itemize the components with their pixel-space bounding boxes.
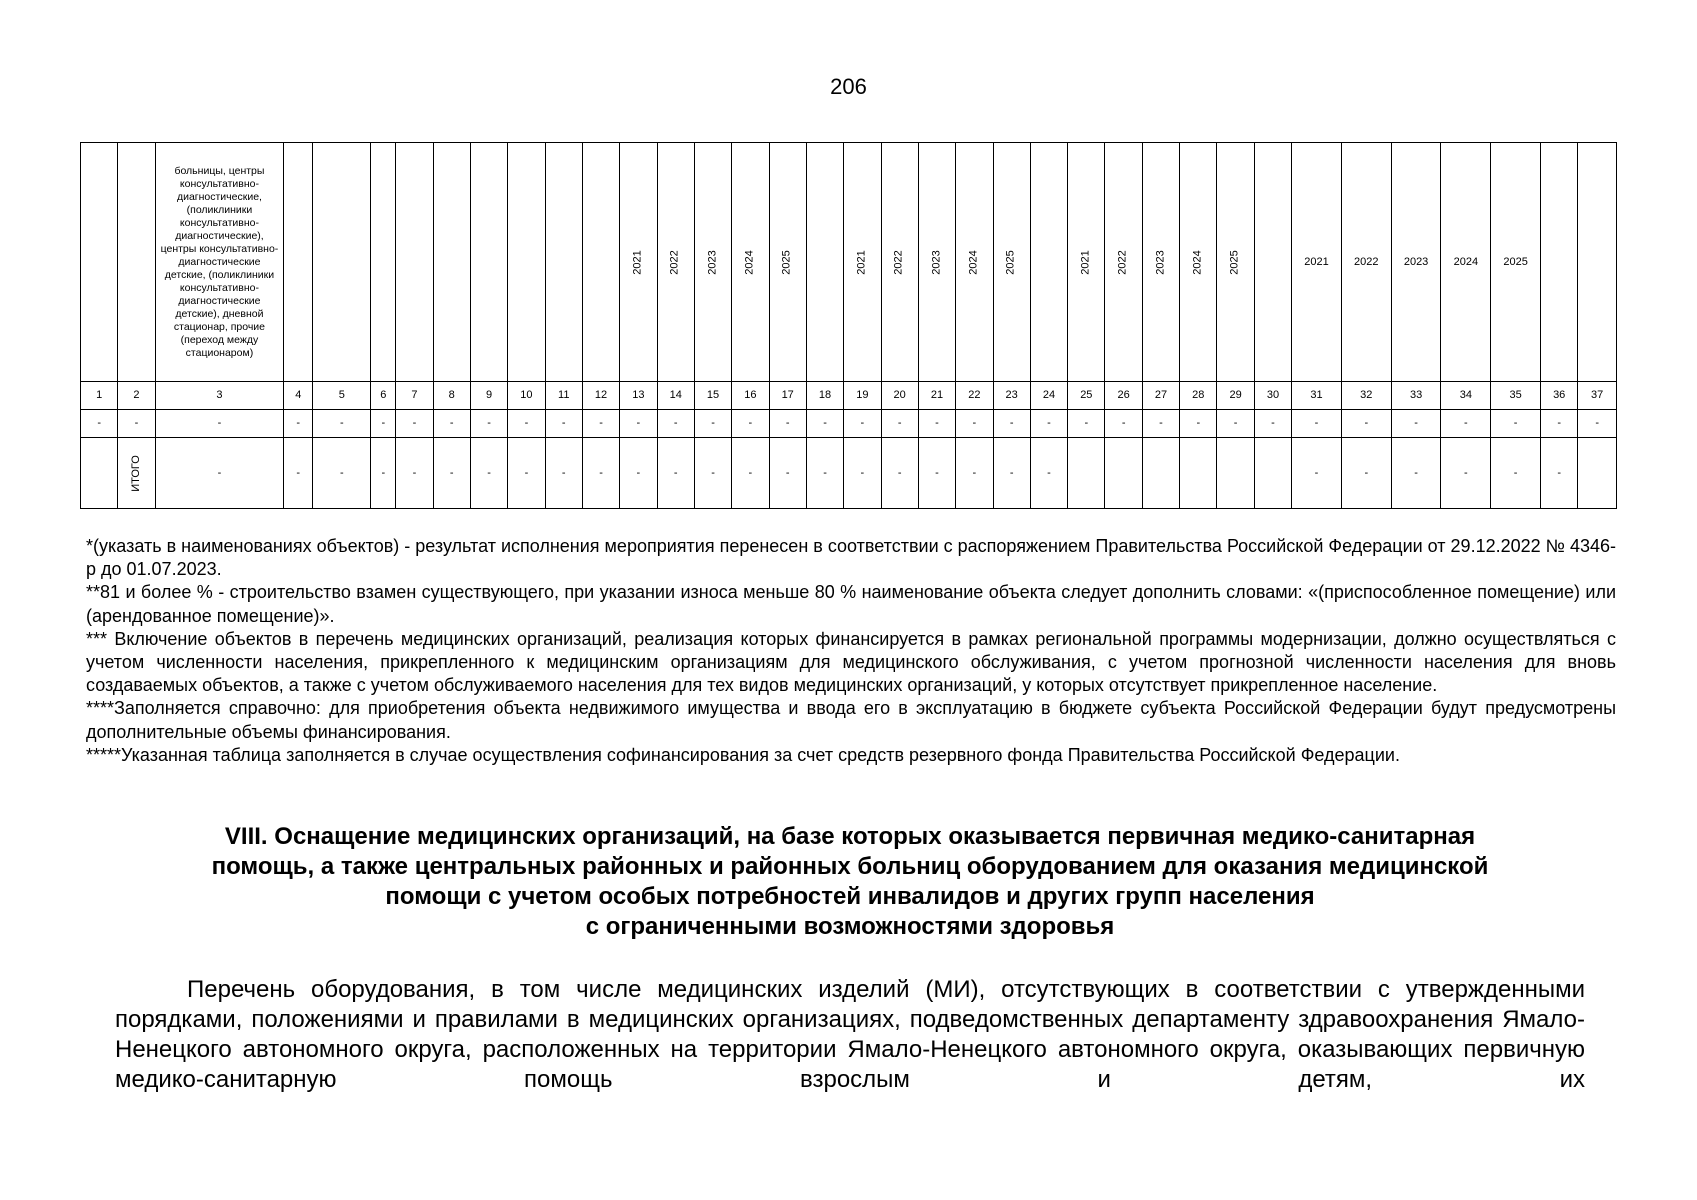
table-cell: -	[396, 410, 433, 438]
total-cell	[1105, 438, 1142, 509]
total-cell: -	[806, 438, 843, 509]
year-cell	[918, 143, 955, 382]
table-cell: -	[732, 410, 769, 438]
header-cell	[371, 143, 396, 382]
year-cell	[657, 143, 694, 382]
year-cell	[881, 143, 918, 382]
year-label: 2023	[706, 249, 719, 275]
total-cell: -	[881, 438, 918, 509]
page-number: 206	[830, 74, 867, 99]
header-cell	[313, 143, 371, 382]
column-number-cell: 15	[694, 382, 731, 410]
total-cell: -	[956, 438, 993, 509]
column-number-cell: 30	[1254, 382, 1291, 410]
column-number-cell: 24	[1030, 382, 1067, 410]
table-cell: -	[1105, 410, 1142, 438]
total-cell: -	[284, 438, 313, 509]
header-cell	[806, 143, 843, 382]
table-cell: -	[881, 410, 918, 438]
total-cell: -	[582, 438, 619, 509]
total-cell: -	[1292, 438, 1342, 509]
footnote: *** Включение объектов в перечень медицинских организаций, реализация которых финансируется в рамках региональной программы модернизации, должно осуществляться с учетом численности населения, прикрепленного к медицинским организациям для медицинского обслуживания, с учетом прогнозной численности населения для вновь создаваемых объектов, а также с учетом обслуживаемого населения для тех видов медицинских организаций, у которых отсутствует прикрепленное население.	[86, 628, 1616, 696]
column-number-cell: 31	[1292, 382, 1342, 410]
total-cell: -	[396, 438, 433, 509]
header-cell	[1030, 143, 1067, 382]
header-cell	[118, 143, 155, 382]
heading-line: VIII. Оснащение медицинских организаций, на базе которых оказывается первичная медико-санитарная	[224, 823, 1476, 850]
table-cell: -	[1254, 410, 1291, 438]
total-cell: -	[769, 438, 806, 509]
year-cell	[694, 143, 731, 382]
header-cell	[582, 143, 619, 382]
table-cell: -	[371, 410, 396, 438]
table-cell: -	[1341, 410, 1391, 438]
year-label: 2021	[631, 249, 644, 275]
column-number-cell: 26	[1105, 382, 1142, 410]
year-cell	[993, 143, 1030, 382]
column-number-cell: 34	[1441, 382, 1491, 410]
footnote: ****Заполняется справочно: для приобретения объекта недвижимого имущества и ввода его в эксплуатацию в бюджете субъекта Российской Федерации будут предусмотрены дополнительные объемы финансирования.	[86, 698, 1616, 742]
total-cell	[118, 438, 155, 509]
year-cell	[769, 143, 806, 382]
column-number-cell: 3	[155, 382, 284, 410]
column-number-cell: 7	[396, 382, 433, 410]
year-cell	[1217, 143, 1254, 382]
body-paragraph: Перечень оборудования, в том числе медицинских изделий (МИ), отсутствующих в соответствии с утвержденными порядками, положениями и правилами в медицинских организациях, подведомственных департаменту здравоохранения Ямало-Ненецкого автономного округа, расположенных на территории Ямало-Ненецкого автономного округа, оказывающих первичную медико-санитарную помощь взрослым и детям, их	[115, 976, 1585, 1093]
header-cell	[396, 143, 433, 382]
table-cell: -	[81, 410, 118, 438]
column-number-cell: 5	[313, 382, 371, 410]
column-number-cell: 6	[371, 382, 396, 410]
year-cell: 2021	[1292, 143, 1342, 382]
table-cell: -	[508, 410, 545, 438]
year-cell	[732, 143, 769, 382]
total-cell: -	[433, 438, 470, 509]
table-cell: -	[155, 410, 284, 438]
total-cell: -	[1491, 438, 1541, 509]
header-cell	[508, 143, 545, 382]
table-cell: -	[118, 410, 155, 438]
table-cell: -	[1391, 410, 1441, 438]
total-cell: -	[694, 438, 731, 509]
column-number-cell: 25	[1068, 382, 1105, 410]
year-label: 2022	[1117, 249, 1130, 275]
footnote: **81 и более % - строительство взамен существующего, при указании износа меньше 80 % наименование объекта следует дополнить словами: «(приспособленное помещение) или (арендованное помещение)».	[86, 582, 1616, 626]
column-number-cell: 1	[81, 382, 118, 410]
total-cell: -	[657, 438, 694, 509]
year-label: 2021	[855, 249, 868, 275]
header-cell	[433, 143, 470, 382]
data-table	[80, 142, 1617, 509]
table-cell: -	[1142, 410, 1179, 438]
year-label: 2023	[1154, 249, 1167, 275]
total-row	[81, 438, 1617, 509]
total-label: ИТОГО	[130, 454, 143, 492]
total-cell: -	[545, 438, 582, 509]
column-number-cell: 17	[769, 382, 806, 410]
table-cell: -	[313, 410, 371, 438]
year-cell: 2023	[1391, 143, 1441, 382]
column-number-cell: 33	[1391, 382, 1441, 410]
column-number-cell: 19	[844, 382, 881, 410]
column-number-row	[81, 382, 1617, 410]
year-label: 2023	[930, 249, 943, 275]
total-cell	[1068, 438, 1105, 509]
year-cell: 2024	[1441, 143, 1491, 382]
table-cell: -	[918, 410, 955, 438]
year-label: 2025	[1229, 249, 1242, 275]
total-cell: -	[508, 438, 545, 509]
table-cell: -	[470, 410, 507, 438]
column-number-cell: 27	[1142, 382, 1179, 410]
table-cell: -	[1491, 410, 1541, 438]
header-cell	[1541, 143, 1578, 382]
year-label: 2025	[781, 249, 794, 275]
total-cell: -	[371, 438, 396, 509]
header-cell	[470, 143, 507, 382]
column-number-cell: 16	[732, 382, 769, 410]
year-label: 2022	[669, 249, 682, 275]
total-cell: -	[620, 438, 657, 509]
header-cell	[545, 143, 582, 382]
year-label: 2024	[743, 249, 756, 275]
table-cell: -	[1578, 410, 1617, 438]
heading-line: помощь, а также центральных районных и районных больниц оборудованием для оказания медицинской	[211, 853, 1489, 880]
column-number-cell: 4	[284, 382, 313, 410]
total-cell	[1142, 438, 1179, 509]
column-number-cell: 22	[956, 382, 993, 410]
heading-line: с ограниченными возможностями здоровья	[585, 913, 1115, 940]
total-cell: -	[1341, 438, 1391, 509]
total-cell: -	[918, 438, 955, 509]
year-cell	[620, 143, 657, 382]
table-cell: -	[1217, 410, 1254, 438]
header-cell-description	[155, 143, 284, 382]
column-number-cell: 35	[1491, 382, 1541, 410]
total-cell: -	[470, 438, 507, 509]
table-cell: -	[956, 410, 993, 438]
total-cell: -	[1541, 438, 1578, 509]
table-cell: -	[1068, 410, 1105, 438]
column-number-cell: 29	[1217, 382, 1254, 410]
table-row	[81, 410, 1617, 438]
table-cell: -	[694, 410, 731, 438]
table-cell: -	[806, 410, 843, 438]
total-cell: -	[313, 438, 371, 509]
column-number-cell: 36	[1541, 382, 1578, 410]
year-cell	[1105, 143, 1142, 382]
header-cell	[81, 143, 118, 382]
table-cell: -	[844, 410, 881, 438]
column-number-cell: 37	[1578, 382, 1617, 410]
year-label: 2024	[967, 249, 980, 275]
column-number-cell: 20	[881, 382, 918, 410]
column-number-cell: 28	[1180, 382, 1217, 410]
table-cell: -	[769, 410, 806, 438]
column-number-cell: 8	[433, 382, 470, 410]
table-cell: -	[620, 410, 657, 438]
year-cell	[1142, 143, 1179, 382]
column-number-cell: 14	[657, 382, 694, 410]
year-label: 2024	[1191, 249, 1204, 275]
column-number-cell: 13	[620, 382, 657, 410]
column-number-cell: 18	[806, 382, 843, 410]
table-cell: -	[1541, 410, 1578, 438]
heading-line: помощи с учетом особых потребностей инвалидов и других групп населения	[385, 883, 1315, 910]
table-cell: -	[1292, 410, 1342, 438]
footnote: *****Указанная таблица заполняется в случае осуществления софинансирования за счет средств резервного фонда Правительства Российской Федерации.	[86, 744, 1400, 765]
table-cell: -	[1030, 410, 1067, 438]
column-number-cell: 9	[470, 382, 507, 410]
column-number-cell: 2	[118, 382, 155, 410]
total-cell	[81, 438, 118, 509]
column-number-cell: 32	[1341, 382, 1391, 410]
table-header-row	[81, 143, 1617, 382]
column-number-cell: 10	[508, 382, 545, 410]
header-cell	[1578, 143, 1617, 382]
total-cell	[1217, 438, 1254, 509]
table-cell: -	[1441, 410, 1491, 438]
table-cell: -	[1180, 410, 1217, 438]
column-number-cell: 11	[545, 382, 582, 410]
year-label: 2021	[1079, 249, 1092, 275]
year-cell: 2022	[1341, 143, 1391, 382]
total-cell: -	[1441, 438, 1491, 509]
table-cell: -	[284, 410, 313, 438]
year-cell	[956, 143, 993, 382]
year-cell	[844, 143, 881, 382]
year-label: 2022	[893, 249, 906, 275]
year-label: 2025	[1005, 249, 1018, 275]
total-cell	[1578, 438, 1617, 509]
year-cell: 2025	[1491, 143, 1541, 382]
header-cell	[284, 143, 313, 382]
table-cell: -	[433, 410, 470, 438]
total-cell	[1254, 438, 1291, 509]
total-cell	[1180, 438, 1217, 509]
column-number-cell: 21	[918, 382, 955, 410]
total-cell: -	[155, 438, 284, 509]
total-cell: -	[732, 438, 769, 509]
total-cell: -	[844, 438, 881, 509]
table-cell: -	[545, 410, 582, 438]
total-cell: -	[1030, 438, 1067, 509]
section-heading	[120, 822, 1580, 942]
table-cell: -	[582, 410, 619, 438]
header-description: больницы, центры консультативно-диагностические, (поликлиники консультативно-диагностические), центры консультативно-диагностические детские, (поликлиники консультативно-диагностические детские), дневной стационар, прочие (переход между стационаром)	[160, 164, 279, 359]
column-number-cell: 23	[993, 382, 1030, 410]
column-number-cell: 12	[582, 382, 619, 410]
total-cell: -	[993, 438, 1030, 509]
year-cell	[1180, 143, 1217, 382]
header-cell	[1254, 143, 1291, 382]
table-cell: -	[993, 410, 1030, 438]
footnote: *(указать в наименованиях объектов) - результат исполнения мероприятия перенесен в соответствии с распоряжением Правительства Российской Федерации от 29.12.2022 № 4346-р до 01.07.2023.	[86, 536, 1616, 580]
total-cell: -	[1391, 438, 1441, 509]
footnotes	[86, 535, 1616, 767]
year-cell	[1068, 143, 1105, 382]
table-cell: -	[657, 410, 694, 438]
